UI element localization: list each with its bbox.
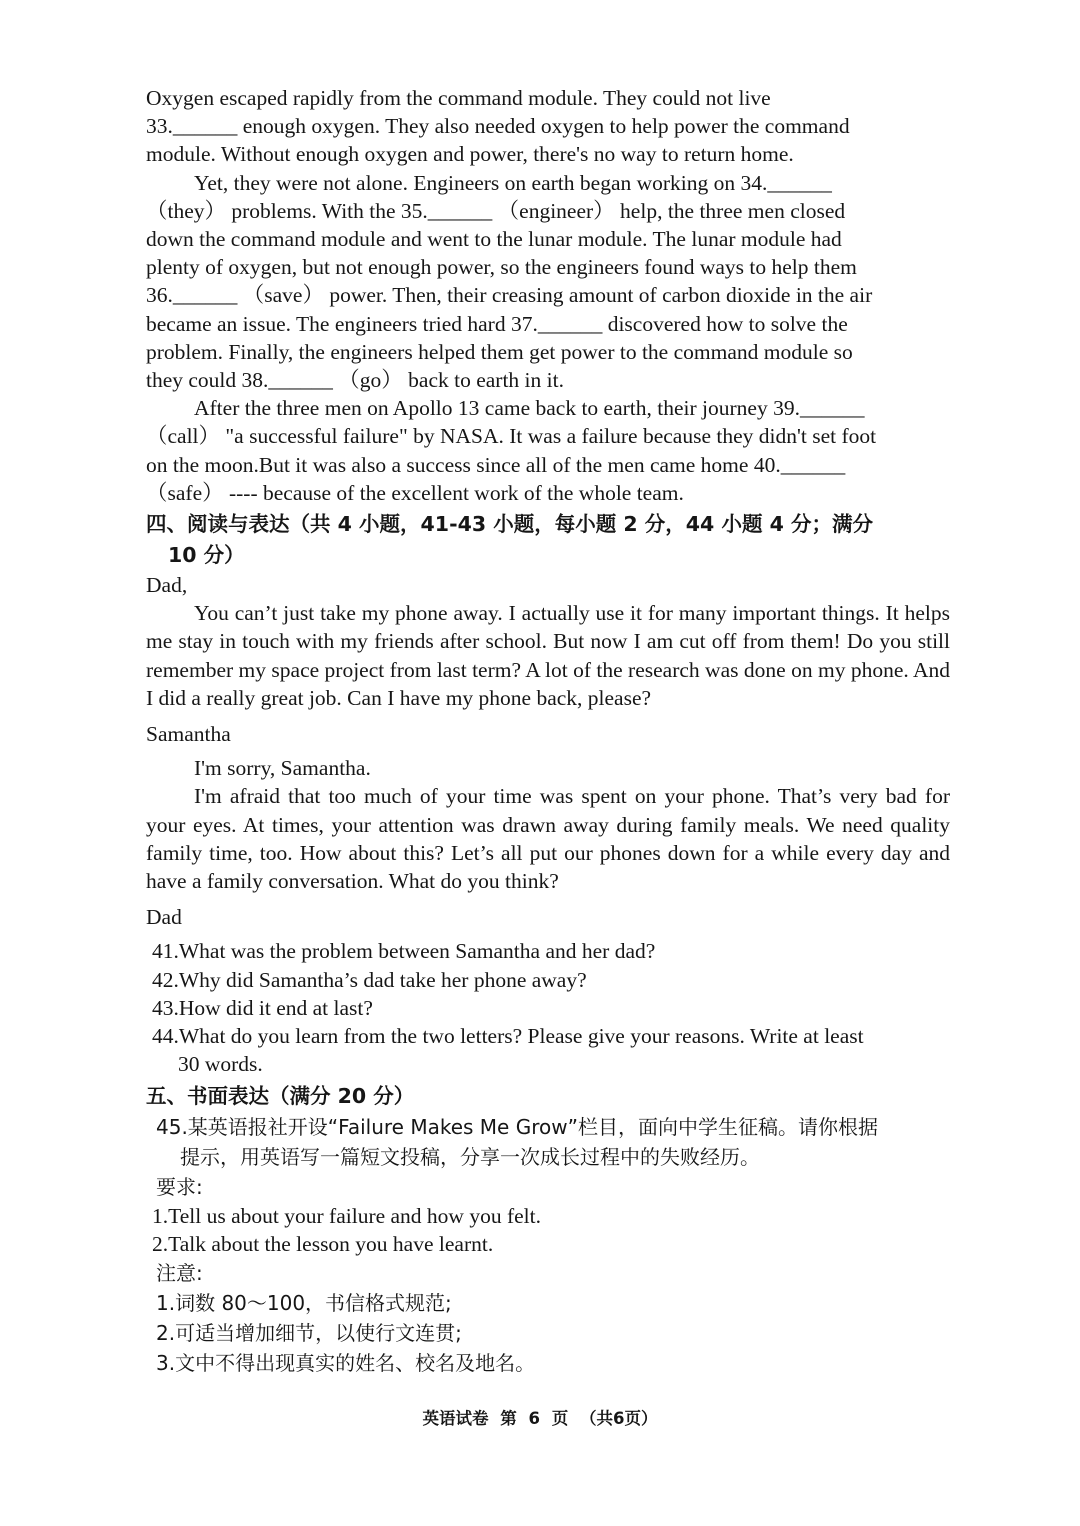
writing-prompt-cont: 提示，用英语写一篇短文投稿，分享一次成长过程中的失败经历。: [180, 1144, 760, 1169]
notes-label: 注意:: [156, 1260, 203, 1285]
letter1-body: You can’t just take my phone away. I actually use it for many important things. It helps me stay in touch with my friends after school. But now I am cut off from them! Do you still remember my space project from last term? A lot of the research was done on my phone. And I did a really great job. Can I have my phone back, please?: [146, 601, 950, 710]
letter2-opening: I'm sorry, Samantha.: [194, 756, 371, 781]
letter2-signature: Dad: [146, 905, 182, 930]
section4-heading: 四、阅读与表达（共 4 小题，41-43 小题，每小题 2 分，44 小题 4 分；满分 10 分）: [146, 509, 950, 571]
cloze-line: 33.______ enough oxygen. They also needed oxygen to help power the command: [146, 114, 850, 139]
writing-prompt: 45.某英语报社开设“Failure Makes Me Grow”栏目，面向中学生征稿。请你根据 提示，用英语写一篇短文投稿，分享一次成长过程中的失败经历。: [146, 1112, 950, 1172]
note-item: 3.文中不得出现真实的姓名、校名及地名。: [156, 1350, 536, 1375]
cloze-paragraph-1: [146, 84, 950, 169]
section5-heading: 五、书面表达（满分 20 分）: [146, 1083, 415, 1108]
requirement-item: 1.Tell us about your failure and how you felt.: [152, 1203, 541, 1228]
note-item: 1.词数 80～100，书信格式规范;: [156, 1290, 452, 1315]
cloze-line: they could 38.______ （go） back to earth in it.: [146, 368, 564, 393]
cloze-line: 36.______ （save） power. Then, their creasing amount of carbon dioxide in the air: [146, 283, 873, 308]
cloze-line: Yet, they were not alone. Engineers on earth began working on 34.______: [194, 170, 832, 195]
cloze-paragraph-3: [146, 394, 950, 507]
cloze-line: problem. Finally, the engineers helped them get power to the command module so: [146, 339, 853, 364]
exam-page: [146, 84, 950, 1378]
cloze-line: （they） problems. With the 35.______ （engineer） help, the three men closed: [146, 198, 846, 223]
cloze-line: （call） "a successful failure" by NASA. It was a failure because they didn't set foot: [146, 424, 877, 449]
cloze-paragraph-2: [146, 169, 950, 395]
question-44: 44.What do you learn from the two letters? Please give your reasons. Write at least 30 words.: [146, 1022, 950, 1078]
cloze-line: module. Without enough oxygen and power, there's no way to return home.: [146, 142, 794, 167]
cloze-line: plenty of oxygen, but not enough power, so the engineers found ways to help them: [146, 255, 857, 280]
section4-heading-cont: 10 分）: [168, 543, 245, 568]
cloze-line: became an issue. The engineers tried hard 37.______ discovered how to solve the: [146, 311, 848, 336]
cloze-line: Oxygen escaped rapidly from the command module. They could not live: [146, 86, 771, 110]
question-44-cont: 30 words.: [178, 1052, 263, 1077]
cloze-line: （safe） ---- because of the excellent work of the whole team.: [146, 480, 684, 505]
requirement-item: 2.Talk about the lesson you have learnt.: [152, 1231, 494, 1256]
requirements-label: 要求:: [156, 1174, 203, 1199]
page-footer: 英语试卷 第 6 页 （共6页）: [422, 1409, 658, 1428]
cloze-line: down the command module and went to the lunar module. The lunar module had: [146, 227, 842, 252]
letter1-salutation: Dad,: [146, 573, 188, 598]
cloze-line: on the moon.But it was also a success since all of the men came home 40.______: [146, 452, 846, 477]
note-item: 2.可适当增加细节，以使行文连贯;: [156, 1320, 462, 1345]
question-42: 42.Why did Samantha’s dad take her phone away?: [152, 967, 587, 992]
question-41: 41.What was the problem between Samantha and her dad?: [152, 939, 656, 964]
question-43: 43.How did it end at last?: [152, 995, 373, 1020]
cloze-line: After the three men on Apollo 13 came back to earth, their journey 39.______: [194, 396, 865, 421]
letter2-body: I'm afraid that too much of your time was spent on your phone. That’s very bad for your eyes. At times, your attention was drawn away during family meals. We need quality family time, too. How about this? Let’s all put our phones down for a while every day and have a family conversation. What do you think?: [146, 784, 950, 894]
letter1-signature: Samantha: [146, 722, 231, 747]
